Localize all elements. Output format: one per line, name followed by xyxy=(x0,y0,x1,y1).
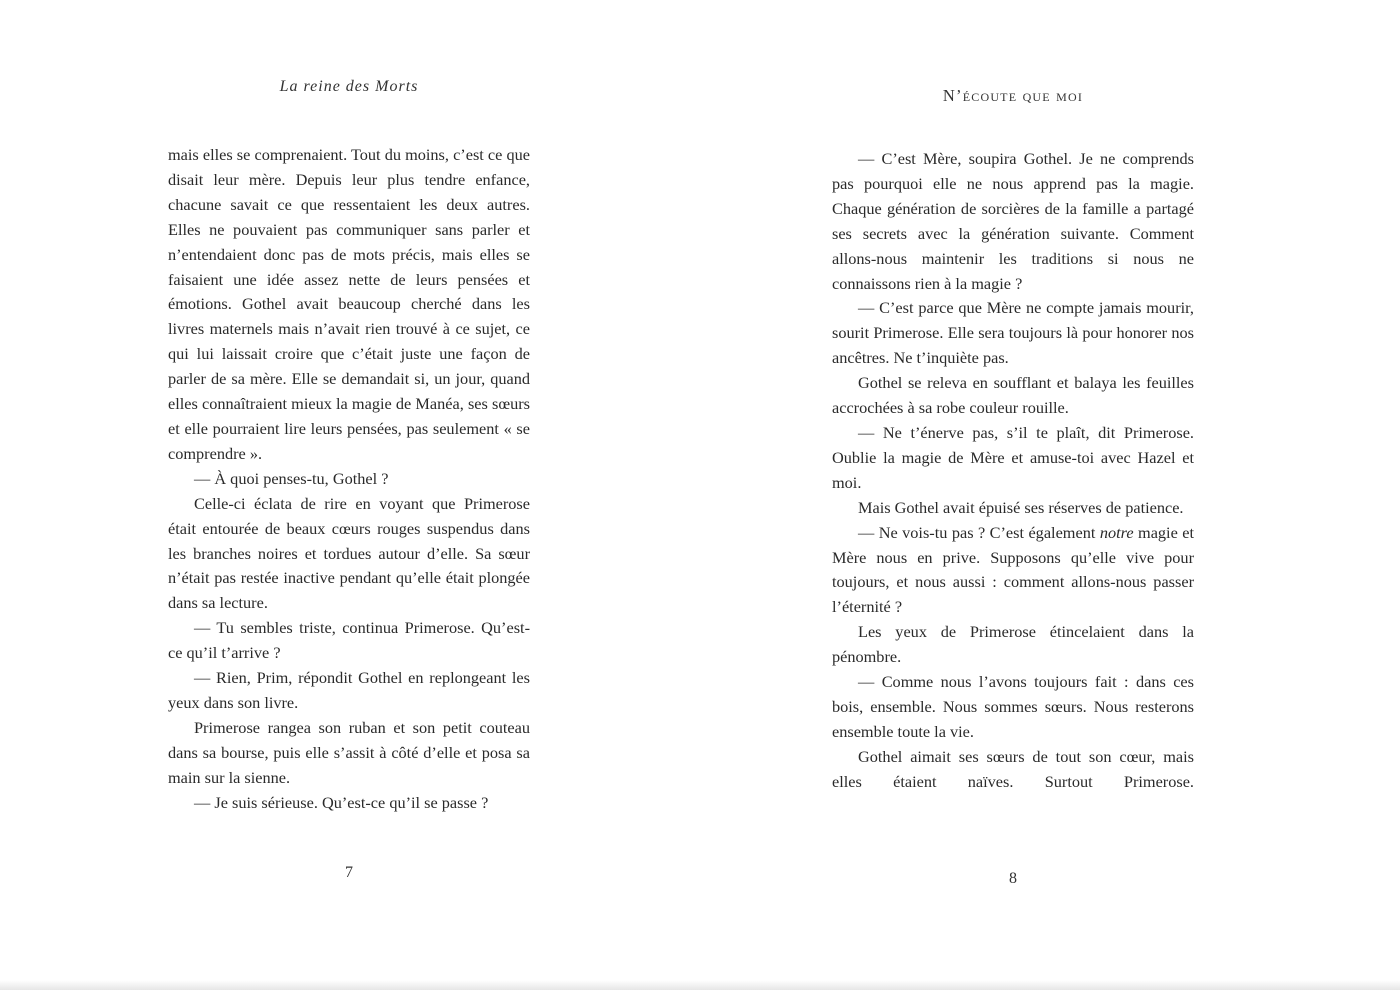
right-page-text xyxy=(832,147,1194,795)
paragraph: Primerose rangea son ruban et son petit couteau dans sa bourse, puis elle s’assit à côté d’elle et posa sa main sur la sienne. xyxy=(168,717,530,787)
paragraph: — À quoi penses-tu, Gothel ? xyxy=(194,468,389,488)
paragraph: Mais Gothel avait épuisé ses réserves de patience. xyxy=(858,497,1184,517)
paragraph: — C’est Mère, soupira Gothel. Je ne comprends pas pourquoi elle ne nous apprend pas la magie. Chaque génération de sorcières de la famille a partagé ses secrets avec la génération suivante. Comment allons-nous maintenir les traditions si nous ne connaissons rien à la magie ? xyxy=(832,149,1194,293)
paragraph: — Ne t’énerve pas, s’il te plaît, dit Primerose. Oublie la magie de Mère et amuse-toi avec Hazel et moi. xyxy=(832,422,1194,492)
left-page-number: 7 xyxy=(345,864,353,881)
paragraph: Gothel aimait ses sœurs de tout son cœur, mais elles étaient naïves. Surtout Primerose. xyxy=(832,746,1194,791)
paragraph-text: magie et Mère nous en prive. Supposons qu’elle vive pour toujours, et nous aussi : comment allons-nous passer l’éternité ? xyxy=(832,522,1194,617)
paragraph: mais elles se comprenaient. Tout du moins, c’est ce que disait leur mère. Depuis leur plus tendre enfance, chacune savait ce que ressentaient les deux autres. Elles ne pouvaient pas communiquer sans parler et n’entendaient donc pas de mots précis, mais elles se faisaient une idée assez nette de leurs pensées et émotions. Gothel avait beaucoup cherché dans les livres maternels mais n’avait rien trouvé à ce sujet, ce qui lui laissait croire que c’était juste une façon de parler de sa mère. Elle se demandait si, un jour, quand elles connaîtraient mieux la magie de Manéa, ses sœurs et elle pourraient lire leurs pensées, pas seulement « se comprendre ». xyxy=(168,145,530,463)
left-running-head: La reine des Morts xyxy=(279,78,419,95)
paragraph: Les yeux de Primerose étincelaient dans la pénombre. xyxy=(832,622,1194,667)
paragraph xyxy=(832,521,1194,621)
paragraph: — Tu sembles triste, continua Primerose. Qu’est-ce qu’il t’arrive ? xyxy=(168,618,530,663)
left-page-text xyxy=(168,143,530,815)
paragraph-text: — Ne vois-tu pas ? C’est également xyxy=(858,522,1100,542)
paragraph: — Je suis sérieuse. Qu’est-ce qu’il se passe ? xyxy=(194,792,489,812)
scan-edge-shadow xyxy=(0,980,1400,990)
left-page xyxy=(168,0,530,990)
right-page-number: 8 xyxy=(1009,870,1017,887)
paragraph: — Comme nous l’avons toujours fait : dans ces bois, ensemble. Nous sommes sœurs. Nous resterons ensemble toute la vie. xyxy=(832,672,1194,741)
emphasis-text: notre xyxy=(1099,522,1134,542)
paragraph: — C’est parce que Mère ne compte jamais mourir, sourit Primerose. Elle sera toujours là pour honorer nos ancêtres. Ne t’inquiète pas. xyxy=(832,298,1194,368)
paragraph: — Rien, Prim, répondit Gothel en replongeant les yeux dans son livre. xyxy=(168,668,530,712)
paragraph: Gothel se releva en soufflant et balaya les feuilles accrochées à sa robe couleur rouille. xyxy=(832,373,1194,418)
right-running-head: N’écoute que moi xyxy=(942,86,1084,105)
right-page xyxy=(832,0,1194,990)
paragraph: Celle-ci éclata de rire en voyant que Primerose était entourée de beaux cœurs rouges suspendus dans les branches noires et tordues autour d’elle. Sa sœur n’était pas restée inactive pendant qu’elle était plongée dans sa lecture. xyxy=(168,493,530,613)
